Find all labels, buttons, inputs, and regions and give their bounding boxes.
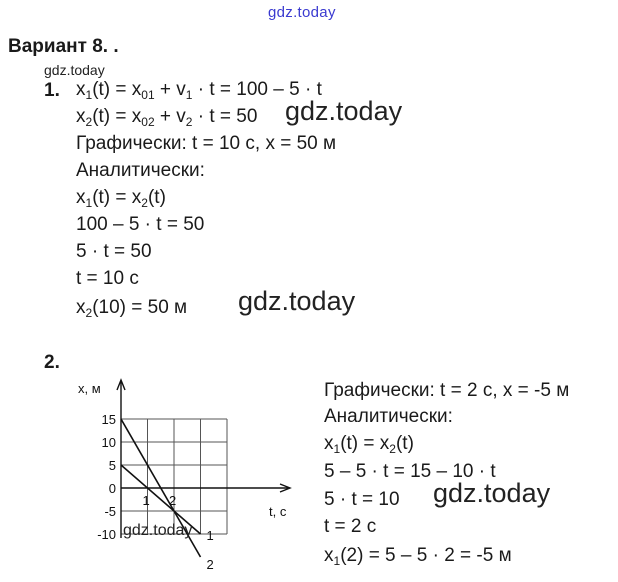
- graph-labels: [78, 381, 287, 572]
- y-tick-label: -10: [97, 527, 116, 542]
- task1-step-1: 100 – 5 · t = 50: [76, 214, 205, 235]
- watermark-2: gdz.today: [238, 286, 356, 316]
- motion-graph: [78, 376, 298, 572]
- page-title: Вариант 8. .: [8, 36, 119, 57]
- y-tick-label: 0: [108, 481, 116, 496]
- y-tick-label: 15: [101, 412, 116, 427]
- task2-answer: $x_1(2) = 5 - 5 \cdot 2 = -5$ м: [324, 545, 512, 568]
- task1-equality: $x_1(t) = x_2(t)$: [76, 187, 166, 210]
- task2-step-1: 5 – 5 · t = 15 – 10 · t: [324, 461, 496, 482]
- graph-axes: [117, 380, 290, 538]
- watermark-top: gdz.today: [268, 4, 336, 21]
- graph-grid: [121, 419, 227, 534]
- task2-number: 2.: [44, 352, 60, 373]
- task1-step-2: 5 · t = 50: [76, 241, 152, 262]
- task2-equality: $x_1(t) = x_2(t)$: [324, 433, 414, 456]
- task1-step-3: t = 10 с: [76, 268, 139, 289]
- watermark-1: gdz.today: [285, 96, 403, 126]
- y-tick-label: 10: [101, 435, 116, 450]
- x-axis-label: t, с: [269, 504, 287, 519]
- task1-analytic-heading: Аналитически:: [76, 160, 205, 181]
- x-tick-label: 2: [169, 493, 177, 508]
- series-label-2: 2: [206, 557, 214, 572]
- task2-step-3: t = 2 с: [324, 516, 377, 537]
- task1-graph-result: Графически: t = 10 с, x = 50 м: [76, 133, 337, 154]
- task2-step-2: 5 · t = 10: [324, 489, 400, 510]
- watermark-3: gdz.today: [433, 478, 551, 508]
- task1-answer: $x_2(10) = 50$ м: [76, 297, 188, 320]
- task2-analytic-heading: Аналитически:: [324, 406, 453, 427]
- task1-equation-x2: $x_2(t) = x_{02} + v_2 \cdot t = 50$: [76, 106, 258, 129]
- y-axis-label: x, м: [78, 381, 101, 396]
- task1-equation-x1: $x_1(t) = x_{01} + v_1 \cdot t = 100 - 5 \cdot t$: [76, 79, 322, 102]
- y-tick-label: -5: [104, 504, 116, 519]
- x-tick-label: 1: [142, 493, 150, 508]
- task1-number: 1.: [44, 80, 60, 101]
- task2-graph-result: Графически: t = 2 с, x = -5 м: [324, 380, 570, 401]
- watermark-small: gdz.today: [44, 62, 105, 78]
- y-tick-label: 5: [108, 458, 116, 473]
- chart-watermark: gdz.today: [123, 522, 193, 539]
- series-label-1: 1: [206, 528, 214, 543]
